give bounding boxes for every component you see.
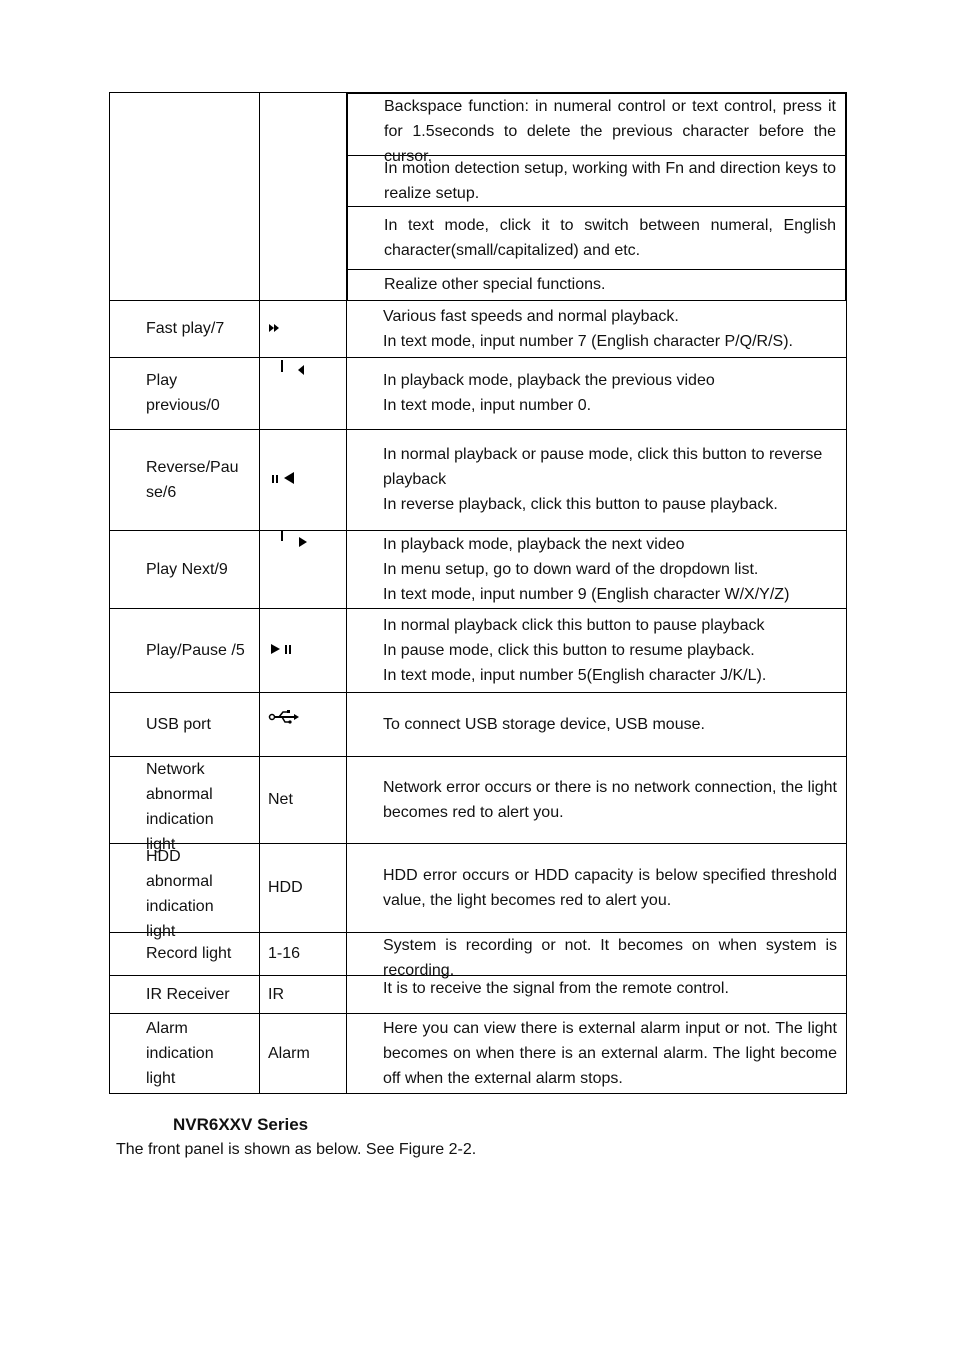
symbol-cell: [260, 692, 347, 756]
table-row: [110, 932, 847, 975]
front-panel-button-table: [109, 92, 847, 1094]
table-row: [110, 429, 847, 530]
sub-description-table: [347, 93, 846, 300]
name-line: indication: [146, 810, 214, 828]
name-line: light: [146, 835, 176, 853]
symbol-text: Net: [260, 756, 347, 843]
name-line: HDD: [146, 847, 181, 865]
symbol-text: IR: [260, 975, 347, 1013]
table-row: [110, 1013, 847, 1093]
description-cell: [347, 300, 847, 357]
section-paragraph: The front panel is shown as below. See Figure 2-2.: [116, 1141, 477, 1158]
description-cell: [347, 530, 847, 608]
button-name: [110, 357, 260, 429]
name-line: se/6: [146, 483, 177, 501]
symbol-cell: [260, 300, 347, 357]
description-text: It is to receive the signal from the remote control.: [347, 975, 847, 1013]
description-line: In reverse playback, click this button to pause playback.: [383, 496, 778, 513]
name-line: light: [146, 922, 176, 940]
description-cell: [347, 692, 847, 756]
symbol-cell: [260, 608, 347, 692]
description-text: In text mode, click it to switch between numeral, English character(small/capitalized) and etc.: [348, 207, 846, 270]
table-row: [110, 975, 847, 1013]
description-line: In text mode, input number 0.: [383, 397, 592, 414]
reverse-pause-icon: [268, 465, 298, 490]
description-line: In playback mode, playback the next video: [383, 535, 685, 553]
button-name: Fast play/7: [110, 300, 260, 357]
description-text: Backspace function: in numeral control or text control, press it for 1.5seconds to delete the previous character before the cursor.: [348, 94, 846, 156]
name-line: Network: [146, 760, 205, 778]
next-icon: [268, 536, 308, 553]
description-line: In text mode, input number 5(English character J/K/L).: [383, 666, 767, 684]
table-row: [110, 357, 847, 429]
button-name: [110, 756, 260, 853]
button-name: IR Receiver: [110, 975, 260, 1013]
description-line: To connect USB storage device, USB mouse.: [383, 715, 705, 733]
fast-forward-icon: [268, 316, 282, 341]
description-cell: [347, 932, 847, 979]
table-row: [110, 843, 847, 932]
description-line: In normal playback or pause mode, click this button to reverse: [383, 446, 823, 463]
description-cell: [347, 429, 847, 530]
name-line: Play: [146, 372, 178, 389]
name-line: abnormal: [146, 872, 213, 890]
symbol-cell: [260, 357, 347, 429]
description-line: playback: [383, 471, 447, 488]
table-row: [110, 756, 847, 843]
description-cell: [347, 608, 847, 692]
symbol-text: HDD: [260, 843, 347, 932]
usb-icon: [268, 711, 302, 728]
previous-icon: [268, 365, 308, 382]
empty-name-cell: [110, 93, 260, 301]
description-text: Network error occurs or there is no network connection, the light becomes red to alert you.: [347, 756, 847, 843]
table-row: [110, 93, 847, 301]
name-line: Alarm: [146, 1019, 188, 1037]
description-line: In playback mode, playback the previous video: [383, 372, 715, 389]
button-name: Play/Pause /5: [110, 608, 260, 692]
play-pause-icon: [268, 636, 298, 661]
name-line: indication: [146, 1044, 214, 1062]
description-cell: [347, 357, 847, 429]
button-name: USB port: [110, 692, 260, 756]
button-name: [110, 1013, 260, 1093]
name-line: indication: [146, 897, 214, 915]
name-line: Reverse/Pau: [146, 458, 239, 476]
empty-symbol-cell: [260, 93, 347, 301]
description-line: Various fast speeds and normal playback.: [383, 307, 679, 325]
button-name: [110, 429, 260, 530]
description-line: In text mode, input number 9 (English character W/X/Y/Z): [383, 585, 790, 603]
table-row: [110, 530, 847, 608]
symbol-text: Alarm: [260, 1013, 347, 1093]
button-name: [110, 843, 260, 940]
table-row: [110, 300, 847, 357]
description-text: System is recording or not. It becomes on when system is recording.: [383, 936, 837, 979]
description-line: In text mode, input number 7 (English character P/Q/R/S).: [383, 332, 793, 350]
name-line: previous/0: [146, 397, 220, 414]
name-line: light: [146, 1069, 176, 1087]
button-name: Record light: [110, 932, 260, 975]
button-name: Play Next/9: [110, 530, 260, 608]
description-line: In menu setup, go to down ward of the dropdown list.: [383, 560, 759, 578]
symbol-cell: [260, 429, 347, 530]
symbol-text: 1-16: [260, 932, 347, 975]
description-text: HDD error occurs or HDD capacity is below specified threshold value, the light becomes red to alert you.: [347, 843, 847, 932]
symbol-cell: [260, 530, 347, 608]
description-text: Here you can view there is external alarm input or not. The light becomes on when there is an external alarm. The light become off when the external alarm stops.: [347, 1013, 847, 1093]
description-cell: [347, 93, 847, 301]
name-line: abnormal: [146, 785, 213, 803]
description-text: In motion detection setup, working with Fn and direction keys to realize setup.: [348, 156, 846, 207]
description-text: Realize other special functions.: [348, 270, 846, 300]
description-line: In pause mode, click this button to resume playback.: [383, 641, 755, 659]
table-row: [110, 692, 847, 756]
table-row: [110, 608, 847, 692]
section-heading: NVR6XXV Series: [173, 1115, 309, 1134]
description-line: In normal playback click this button to pause playback: [383, 616, 765, 634]
